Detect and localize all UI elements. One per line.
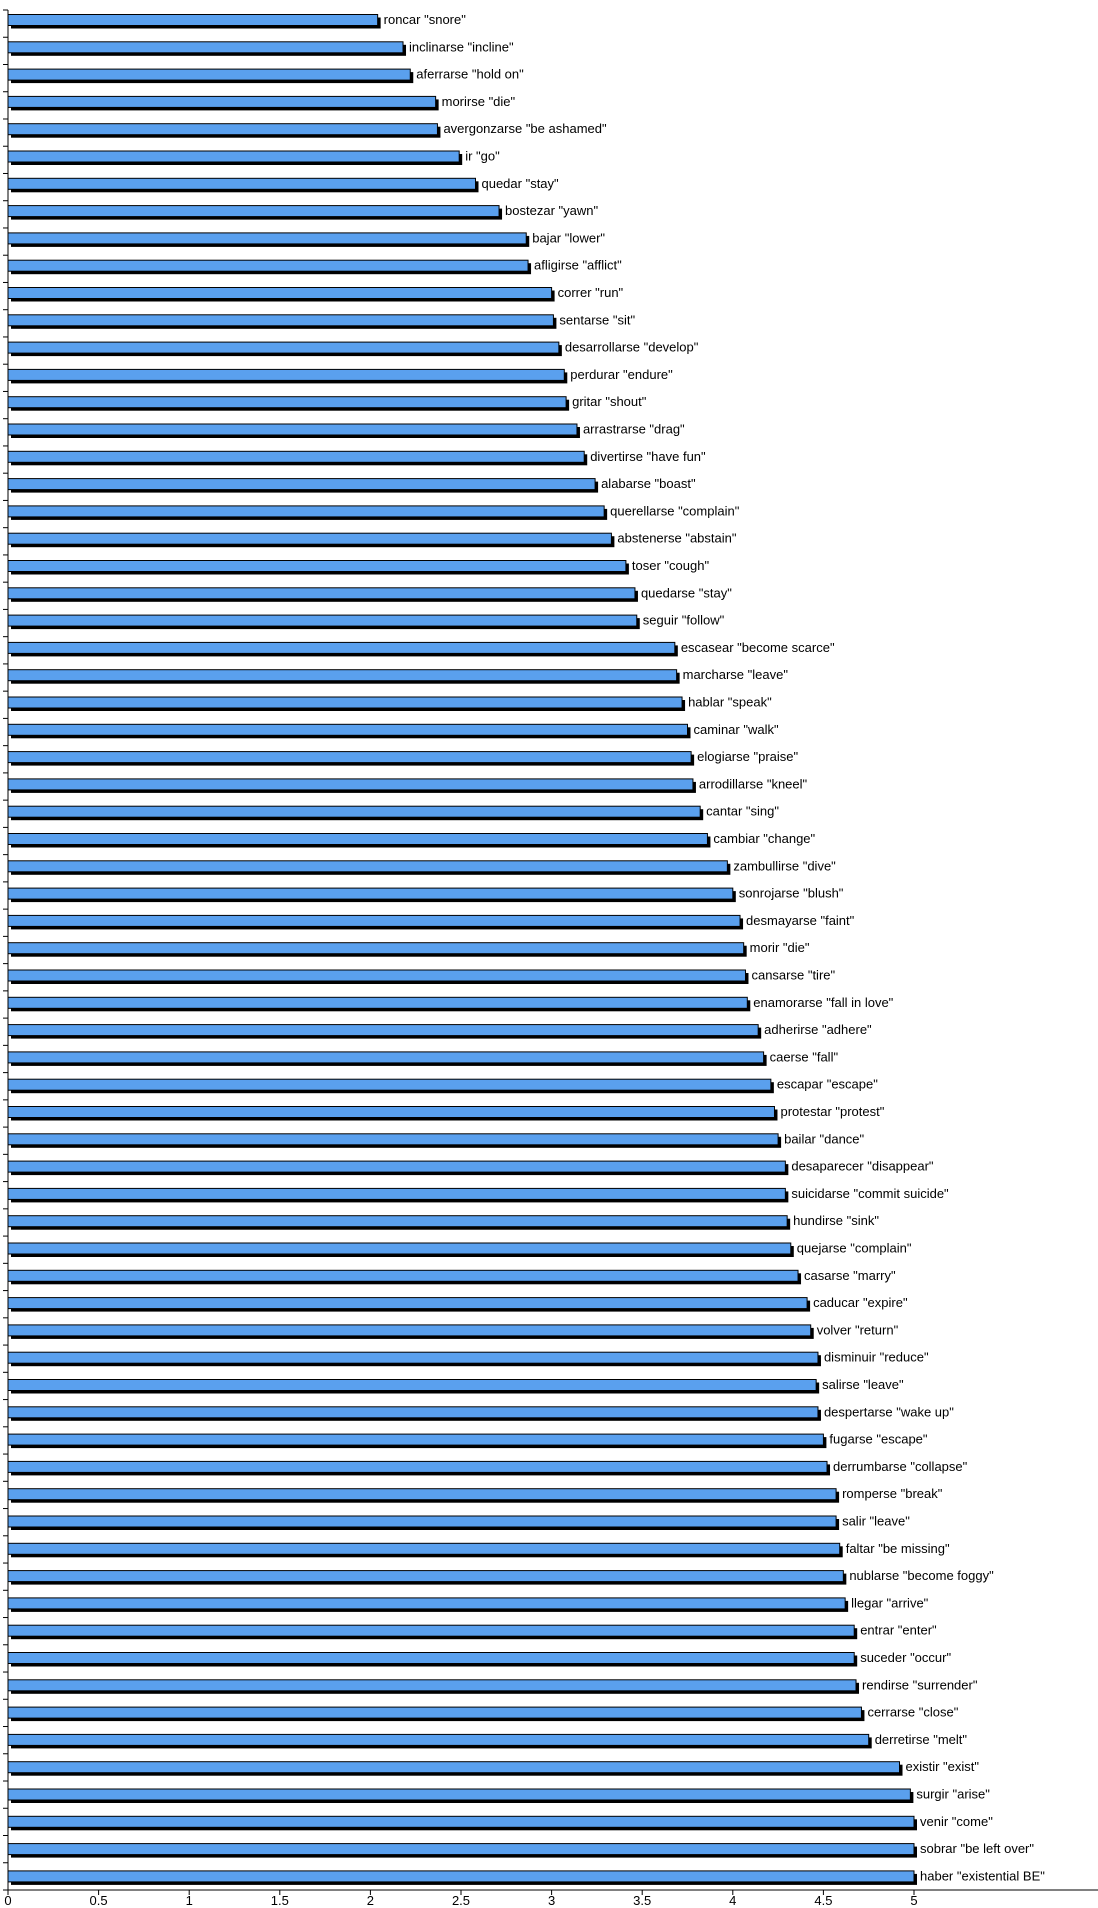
bar xyxy=(8,1844,914,1855)
bar xyxy=(8,69,410,80)
bar-label: caminar "walk" xyxy=(693,721,779,737)
bar-label: bailar "dance" xyxy=(784,1131,865,1147)
bar-label: escasear "become scarce" xyxy=(680,639,835,655)
bar-label: arrodillarse "kneel" xyxy=(698,776,808,792)
bar-label: despertarse "wake up" xyxy=(823,1404,954,1420)
bar xyxy=(8,1734,869,1745)
bar xyxy=(8,670,677,681)
bar xyxy=(8,1789,910,1800)
bar xyxy=(8,943,744,954)
bar-label: protestar "protest" xyxy=(780,1104,885,1119)
bar xyxy=(8,915,740,926)
bar-label: desarrollarse "develop" xyxy=(564,339,699,355)
bar-label: arrastrarse "drag" xyxy=(582,421,685,437)
bar-label: adherirse "adhere" xyxy=(764,1022,872,1038)
bar-label: cerrarse "close" xyxy=(867,1704,959,1720)
bar xyxy=(8,151,459,162)
bar xyxy=(8,588,635,599)
bar-label: toser "cough" xyxy=(631,558,710,573)
bar-label: alabarse "boast" xyxy=(601,476,696,492)
bar xyxy=(8,1161,785,1172)
bar xyxy=(8,1188,785,1199)
bar xyxy=(8,1434,823,1445)
bar-label: desaparecer "disappear" xyxy=(791,1158,934,1174)
bar-label: correr "run" xyxy=(557,285,624,300)
bar xyxy=(8,1243,791,1254)
x-tick-label: 4 xyxy=(729,1893,737,1908)
bar-label: hablar "speak" xyxy=(688,694,772,710)
bar xyxy=(8,1871,914,1882)
bar-label: cansarse "tire" xyxy=(751,967,836,983)
bar-label: salir "leave" xyxy=(842,1513,910,1529)
bar xyxy=(8,1598,845,1609)
bar xyxy=(8,397,566,408)
bar-label: bostezar "yawn" xyxy=(505,203,599,219)
bar-label: sonrojarse "blush" xyxy=(738,885,844,901)
bar-label: elogiarse "praise" xyxy=(697,749,799,765)
bar-label: aferrarse "hold on" xyxy=(416,66,524,82)
bar-label: fugarse "escape" xyxy=(829,1431,928,1447)
bar-label: ir "go" xyxy=(465,148,500,164)
bar xyxy=(8,533,611,544)
bar-label: quedarse "stay" xyxy=(640,585,732,601)
x-tick-label: 5 xyxy=(910,1893,918,1908)
bar xyxy=(8,178,475,189)
bar xyxy=(8,724,688,735)
bar-label: casarse "marry" xyxy=(804,1267,896,1283)
bar-label: roncar "snore" xyxy=(383,12,466,27)
x-tick-label: 0.5 xyxy=(89,1893,108,1908)
bar-label: cantar "sing" xyxy=(706,803,780,819)
bar-label: derretirse "melt" xyxy=(874,1731,968,1747)
x-tick-label: 4.5 xyxy=(814,1893,833,1908)
bar xyxy=(8,1134,778,1145)
bar xyxy=(8,1380,816,1391)
bar xyxy=(8,1653,854,1664)
bar xyxy=(8,1025,758,1036)
bar xyxy=(8,506,604,517)
bar xyxy=(8,1816,914,1827)
bar xyxy=(8,834,707,845)
bar-label: marcharse "leave" xyxy=(682,667,788,683)
bar-label: caducar "expire" xyxy=(813,1295,908,1311)
bar-label: salirse "leave" xyxy=(822,1377,904,1392)
bar-label: surgir "arise" xyxy=(916,1786,990,1802)
bar-label: inclinarse "incline" xyxy=(409,39,514,55)
bar xyxy=(8,1352,818,1363)
x-tick-label: 2 xyxy=(366,1893,375,1908)
bar xyxy=(8,1461,827,1472)
bar xyxy=(8,288,552,299)
bar-label: venir "come" xyxy=(920,1813,993,1829)
bar xyxy=(8,96,436,107)
bar-label: existir "exist" xyxy=(905,1759,980,1775)
bar-label: morir "die" xyxy=(749,940,810,956)
bar xyxy=(8,1216,787,1227)
bar-label: perdurar "endure" xyxy=(570,366,673,382)
bar xyxy=(8,1298,807,1309)
bar xyxy=(8,697,682,708)
bar xyxy=(8,861,727,872)
x-tick-label: 3.5 xyxy=(633,1893,652,1908)
bar-label: nublarse "become foggy" xyxy=(849,1568,994,1584)
bar xyxy=(8,1407,818,1418)
bar xyxy=(8,1516,836,1527)
bar-label: divertirse "have fun" xyxy=(590,448,706,464)
bar xyxy=(8,1680,856,1691)
bar xyxy=(8,970,745,981)
x-tick-label: 1 xyxy=(185,1893,193,1908)
bar-label: enamorarse "fall in love" xyxy=(753,994,894,1010)
bar xyxy=(8,806,700,817)
bar-label: seguir "follow" xyxy=(642,612,725,628)
bar-label: rendirse "surrender" xyxy=(862,1677,978,1693)
bar-label: avergonzarse "be ashamed" xyxy=(443,121,607,137)
bar xyxy=(8,1762,900,1773)
bar xyxy=(8,369,564,380)
bar-label: entrar "enter" xyxy=(860,1622,937,1638)
bar xyxy=(8,1325,811,1336)
bar-label: caerse "fall" xyxy=(769,1049,839,1065)
bar-label: morirse "die" xyxy=(441,93,516,109)
bar-label: abstenerse "abstain" xyxy=(617,530,737,546)
bar-label: escapar "escape" xyxy=(776,1076,878,1092)
bar-label: gritar "shout" xyxy=(572,394,647,410)
bar-label: sentarse "sit" xyxy=(559,312,636,328)
x-tick-label: 1.5 xyxy=(270,1893,289,1908)
bar xyxy=(8,233,526,244)
bar xyxy=(8,561,626,572)
bar-label: sobrar "be left over" xyxy=(920,1841,1035,1857)
bar-label: llegar "arrive" xyxy=(851,1595,929,1611)
bar xyxy=(8,1052,764,1063)
bar-label: hundirse "sink" xyxy=(793,1213,879,1229)
bar-label: suceder "occur" xyxy=(860,1650,952,1665)
bar xyxy=(8,206,499,217)
bar-label: faltar "be missing" xyxy=(845,1540,950,1556)
x-tick-labels-layer xyxy=(4,1893,917,1908)
bar-label: romperse "break" xyxy=(842,1486,943,1502)
bar xyxy=(8,615,637,626)
bar-label: quejarse "complain" xyxy=(796,1240,912,1256)
bar xyxy=(8,642,675,653)
bar-label: bajar "lower" xyxy=(532,230,606,246)
bar xyxy=(8,1543,840,1554)
bar xyxy=(8,779,693,790)
bar-label: suicidarse "commit suicide" xyxy=(791,1185,949,1201)
x-tick-label: 2.5 xyxy=(451,1893,471,1908)
bar xyxy=(8,124,437,135)
bar xyxy=(8,451,584,462)
bar-label: zambullirse "dive" xyxy=(733,858,836,874)
bar xyxy=(8,888,733,899)
bar xyxy=(8,752,691,763)
bar-label: haber "existential BE" xyxy=(920,1868,1045,1884)
bar xyxy=(8,424,577,435)
bar xyxy=(8,315,553,326)
bar-label: desmayarse "faint" xyxy=(746,912,855,928)
bar xyxy=(8,1707,861,1718)
bar xyxy=(8,479,595,490)
bar-label: cambiar "change" xyxy=(713,831,816,846)
bar-label: quedar "stay" xyxy=(481,175,559,191)
x-tick-label: 0 xyxy=(4,1893,12,1908)
bar xyxy=(8,342,559,353)
bar-label: volver "return" xyxy=(816,1322,899,1338)
bar xyxy=(8,1107,774,1118)
x-tick-label: 3 xyxy=(547,1893,556,1908)
bar xyxy=(8,1489,836,1500)
bar xyxy=(8,997,747,1008)
bar-label: disminuir "reduce" xyxy=(823,1349,929,1365)
bar xyxy=(8,1571,843,1582)
bar-label: derrumbarse "collapse" xyxy=(833,1458,968,1474)
bar xyxy=(8,1270,798,1281)
bar-label: querellarse "complain" xyxy=(610,503,740,519)
bar-label: afligirse "afflict" xyxy=(534,257,622,273)
bar xyxy=(8,1625,854,1636)
bar xyxy=(8,1079,771,1090)
bar xyxy=(8,15,378,26)
bar xyxy=(8,42,403,53)
bar xyxy=(8,260,528,271)
